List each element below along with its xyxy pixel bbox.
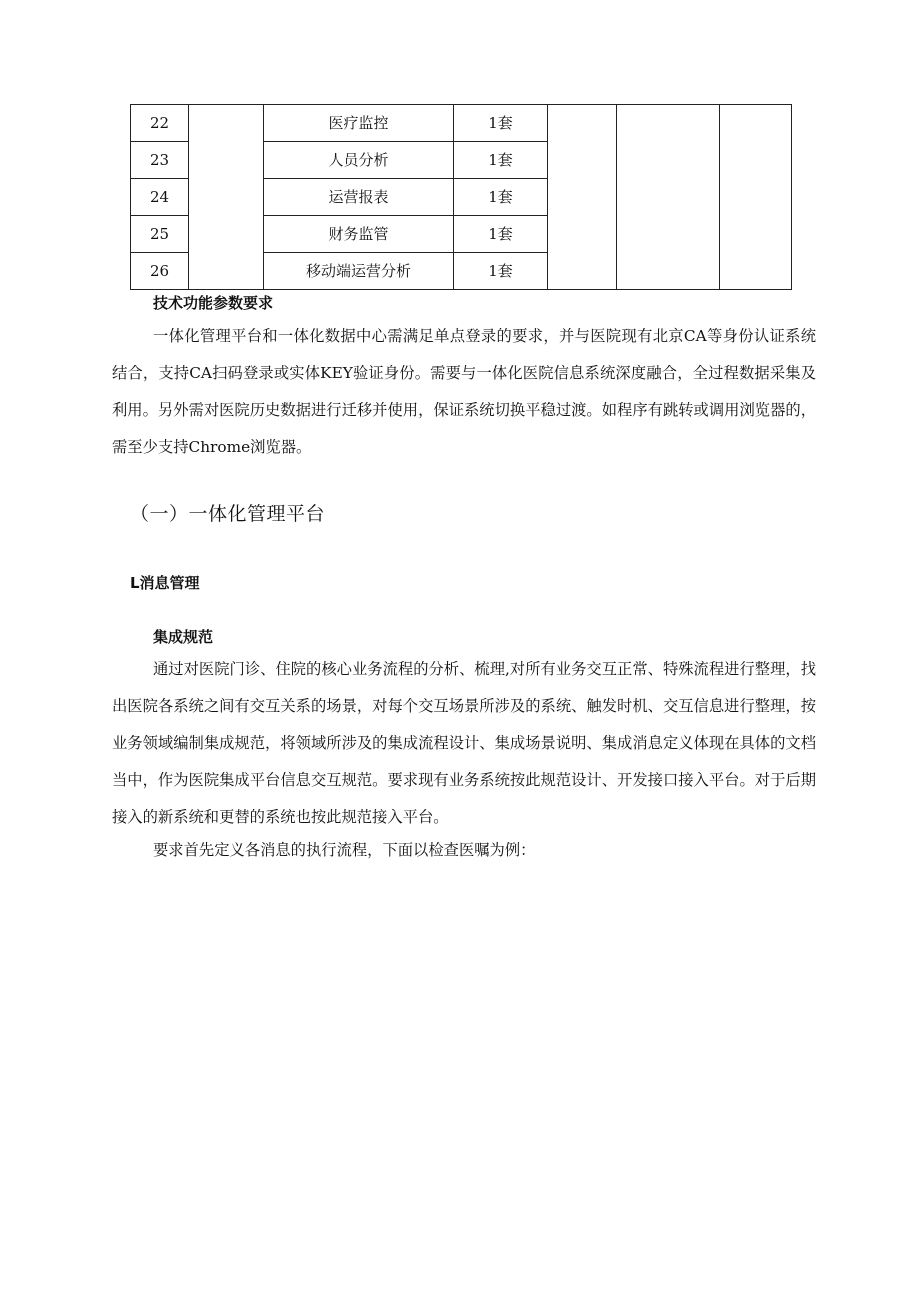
empty-cell-merged bbox=[617, 105, 720, 290]
subsection-heading: L消息管理 bbox=[130, 574, 200, 592]
message-flow-intro: 要求首先定义各消息的执行流程，下面以检查医嘱为例： bbox=[153, 841, 536, 859]
item-name-cell: 财务监管 bbox=[264, 216, 454, 253]
row-number-cell: 25 bbox=[131, 216, 189, 253]
row-number-cell: 22 bbox=[131, 105, 189, 142]
quantity-cell: 1套 bbox=[454, 216, 548, 253]
empty-cell-merged bbox=[720, 105, 792, 290]
empty-cell-merged bbox=[548, 105, 617, 290]
item-name-cell: 移动端运营分析 bbox=[264, 253, 454, 290]
integration-spec-title: 集成规范 bbox=[153, 628, 214, 646]
spec-table bbox=[130, 104, 792, 290]
quantity-cell: 1套 bbox=[454, 105, 548, 142]
row-number-cell: 26 bbox=[131, 253, 189, 290]
row-number-cell: 23 bbox=[131, 142, 189, 179]
item-name-cell: 医疗监控 bbox=[264, 105, 454, 142]
tech-requirements-title: 技术功能参数要求 bbox=[153, 294, 274, 312]
section-heading: （一）一体化管理平台 bbox=[130, 503, 326, 525]
category-cell-merged bbox=[189, 105, 264, 290]
row-number-cell: 24 bbox=[131, 179, 189, 216]
item-name-cell: 运营报表 bbox=[264, 179, 454, 216]
table-row bbox=[131, 105, 792, 142]
quantity-cell: 1套 bbox=[454, 253, 548, 290]
item-name-cell: 人员分析 bbox=[264, 142, 454, 179]
quantity-cell: 1套 bbox=[454, 179, 548, 216]
integration-spec-paragraph: 通过对医院门诊、住院的核心业务流程的分析、梳理,对所有业务交互正常、特殊流程进行整理，找出医院各系统之间有交互关系的场景，对每个交互场景所涉及的系统、触发时机、交互信息进行整理，按业务领域编制集成规范，将领域所涉及的集成流程设计、集成场景说明、集成消息定义体现在具体的文档当中，作为医院集成平台信息交互规范。要求现有业务系统按此规范设计、开发接口接入平台。对于后期接入的新系统和更替的系统也按此规范接入平台。 bbox=[112, 660, 816, 826]
quantity-cell: 1套 bbox=[454, 142, 548, 179]
tech-requirements-paragraph: 一体化管理平台和一体化数据中心需满足单点登录的要求，并与医院现有北京CA等身份认证系统结合，支持CA扫码登录或实体KEY验证身份。需要与一体化医院信息系统深度融合，全过程数据采集及利用。另外需对医院历史数据进行迁移并使用，保证系统切换平稳过渡。如程序有跳转或调用浏览器的，需至少支持Chrome浏览器。 bbox=[112, 327, 816, 456]
